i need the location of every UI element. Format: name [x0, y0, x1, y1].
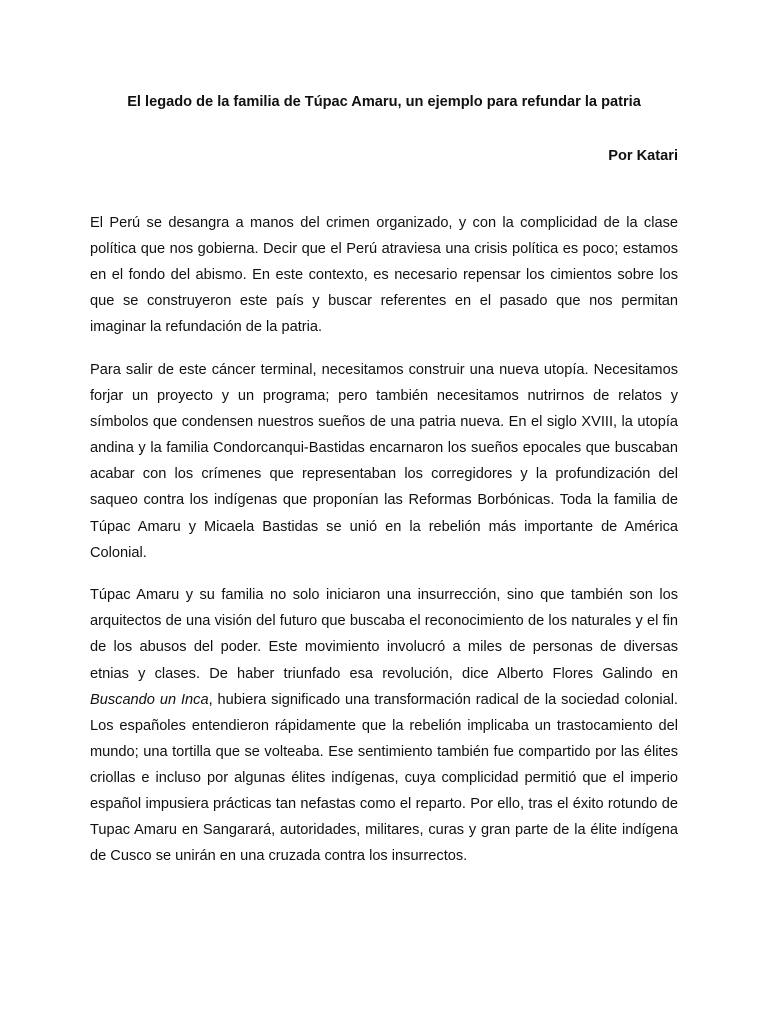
paragraph-3	[90, 582, 678, 869]
paragraph-3-text-before: Túpac Amaru y su familia no solo iniciaron una insurrección, sino que también son los arquitectos de una visión del futuro que buscaba el reconocimiento de los naturales y el fin de los abusos del poder. Este movimiento involucró a miles de personas de diversas etnias y clases. De haber triunfado esa revolución, dice Alberto Flores Galindo en	[90, 587, 678, 682]
document-body	[90, 210, 678, 886]
paragraph-3-text-after: , hubiera significado una transformación radical de la sociedad colonial. Los españoles entendieron rápidamente que la rebelión implicaba un trastocamiento del mundo; una tortilla que se volteaba. Ese sentimiento también fue compartido por las élites criollas e incluso por algunas élites indígenas, cuya complicidad permitió que el imperio español impusiera prácticas tan nefastas como el reparto. Por ello, tras el éxito rotundo de Tupac Amaru en Sangarará, autoridades, militares, curas y gran parte de la élite indígena de Cusco se unirán en una cruzada contra los insurrectos.	[90, 691, 678, 865]
book-title-italic: Buscando un Inca	[90, 691, 209, 708]
paragraph-2: Para salir de este cáncer terminal, necesitamos construir una nueva utopía. Necesitamos forjar un proyecto y un programa; pero también necesitamos nutrirnos de relatos y símbolos que condensen nuestros sueños de una patria nueva. En el siglo XVIII, la utopía andina y la familia Condorcanqui-Bastidas encarnaron los sueños epocales que buscaban acabar con los crímenes que representaban los corregidores y la profundización del saqueo contra los indígenas que proponían las Reformas Borbónicas. Toda la familia de Túpac Amaru y Micaela Bastidas se unió en la rebelión más importante de América Colonial.	[90, 361, 678, 561]
document-title: El legado de la familia de Túpac Amaru, un ejemplo para refundar la patria	[127, 94, 641, 110]
document-author: Por Katari	[608, 148, 678, 164]
paragraph-1: El Perú se desangra a manos del crimen organizado, y con la complicidad de la clase política que nos gobierna. Decir que el Perú atraviesa una crisis política es poco; estamos en el fondo del abismo. En este contexto, es necesario repensar los cimientos sobre los que se construyeron este país y buscar referentes en el pasado que nos permitan imaginar la refundación de la patria.	[90, 215, 678, 336]
